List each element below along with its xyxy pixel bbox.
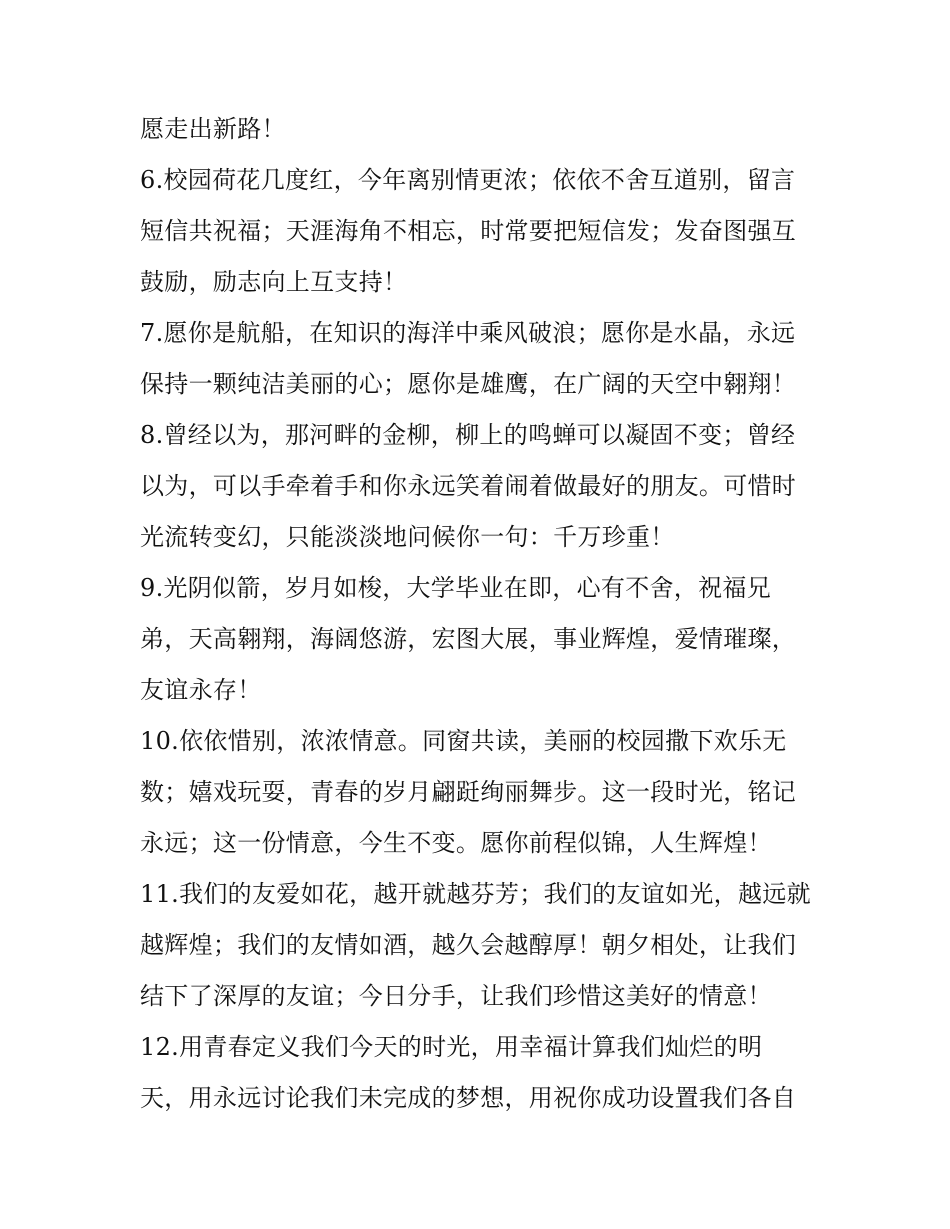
text-line: 结下了深厚的友谊；今日分手，让我们珍惜这美好的情意！ bbox=[140, 982, 772, 1010]
text-line: 11.我们的友爱如花，越开就越芬芳；我们的友谊如光，越远就 bbox=[140, 880, 811, 908]
text-line: 保持一颗纯洁美丽的心；愿你是雄鹰，在广阔的天空中翱翔！ bbox=[140, 370, 797, 398]
text-line: 越辉煌；我们的友情如酒，越久会越醇厚！朝夕相处，让我们 bbox=[140, 931, 797, 959]
text-line: 鼓励，励志向上互支持！ bbox=[140, 268, 408, 296]
text-line: 以为，可以手牵着手和你永远笑着闹着做最好的朋友。可惜时 bbox=[140, 472, 797, 500]
text-line: 友谊永存！ bbox=[140, 676, 262, 704]
text-line: 愿走出新路！ bbox=[140, 115, 286, 143]
text-line: 12.用青春定义我们今天的时光，用幸福计算我们灿烂的明 bbox=[140, 1033, 763, 1061]
text-line: 8.曾经以为，那河畔的金柳，柳上的鸣蝉可以凝固不变；曾经 bbox=[140, 421, 796, 449]
text-line: 短信共祝福；天涯海角不相忘，时常要把短信发；发奋图强互 bbox=[140, 217, 797, 245]
text-line: 7.愿你是航船，在知识的海洋中乘风破浪；愿你是水晶，永远 bbox=[140, 319, 796, 347]
text-line: 光流转变幻，只能淡淡地问候你一句：千万珍重！ bbox=[140, 523, 675, 551]
text-line: 永远；这一份情意，今生不变。愿你前程似锦，人生辉煌！ bbox=[140, 829, 772, 857]
text-line: 6.校园荷花几度红，今年离别情更浓；依依不舍互道别，留言 bbox=[140, 166, 796, 194]
text-line: 天，用永远讨论我们未完成的梦想，用祝你成功设置我们各自 bbox=[140, 1084, 797, 1112]
text-line: 数；嬉戏玩耍，青春的岁月翩跹绚丽舞步。这一段时光，铭记 bbox=[140, 778, 797, 806]
body-text bbox=[140, 104, 820, 1124]
text-line: 10.依依惜别，浓浓情意。同窗共读，美丽的校园撒下欢乐无 bbox=[140, 727, 787, 755]
text-line: 9.光阴似箭，岁月如梭，大学毕业在即，心有不舍，祝福兄 bbox=[140, 574, 771, 602]
text-line: 弟，天高翱翔，海阔悠游，宏图大展，事业辉煌，爱情璀璨， bbox=[140, 625, 797, 653]
